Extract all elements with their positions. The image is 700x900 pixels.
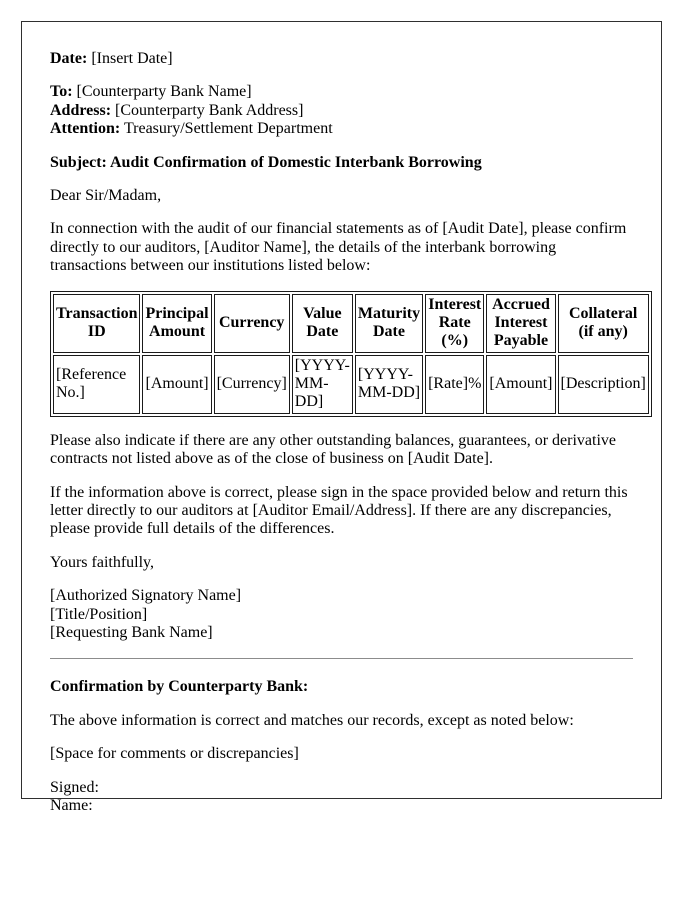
- table-row: [53, 355, 649, 414]
- cell-principal-amount: [Amount]: [142, 355, 211, 414]
- col-header-value-date: Value Date: [292, 294, 353, 353]
- signed-block: [50, 779, 633, 816]
- signature-block: [50, 587, 633, 642]
- instructions-paragraph: If the information above is correct, please sign in the space provided below and return this letter directly to our auditors at [Auditor Email/Address]. If there are any discrepancies, please provide full details of the differences.: [50, 483, 628, 538]
- separator: [50, 658, 633, 659]
- to-label: To:: [50, 83, 73, 101]
- cell-transaction-id: [Reference No.]: [53, 355, 140, 414]
- col-header-interest-rate: Interest Rate (%): [425, 294, 484, 353]
- col-header-principal-amount: Principal Amount: [142, 294, 211, 353]
- cell-collateral: [Description]: [558, 355, 649, 414]
- cell-interest-rate: [Rate]%: [425, 355, 484, 414]
- col-header-collateral: Collateral (if any): [558, 294, 649, 353]
- confirmation-statement: The above information is correct and matches our records, except as noted below:: [50, 711, 574, 729]
- confirmation-heading-text: Confirmation by Counterparty Bank:: [50, 678, 309, 696]
- letter-document: [21, 21, 662, 814]
- signed-label: Signed:: [50, 778, 99, 796]
- date-value: [Insert Date]: [91, 50, 173, 67]
- cell-accrued-interest: [Amount]: [486, 355, 555, 414]
- col-header-maturity-date: Maturity Date: [355, 294, 423, 353]
- date-line: [50, 50, 633, 68]
- comments-placeholder: [Space for comments or discrepancies]: [50, 745, 299, 763]
- address-label: Address:: [50, 101, 112, 119]
- address-value: [Counterparty Bank Address]: [115, 101, 304, 119]
- recipient-block: [50, 83, 633, 138]
- col-header-transaction-id: Transaction ID: [53, 294, 140, 353]
- confirmation-heading: [50, 678, 633, 696]
- cell-currency: [Currency]: [214, 355, 290, 414]
- col-header-currency: Currency: [214, 294, 290, 353]
- date-label: Date:: [50, 50, 88, 67]
- signatory-bank: [Requesting Bank Name]: [50, 623, 213, 641]
- salutation: Dear Sir/Madam,: [50, 186, 162, 204]
- attention-label: Attention:: [50, 120, 121, 138]
- col-header-accrued-interest: Accrued Interest Payable: [486, 294, 555, 353]
- closing-line: Yours faithfully,: [50, 553, 155, 571]
- subject-line: [50, 154, 633, 172]
- signatory-title: [Title/Position]: [50, 605, 148, 623]
- subject-text: Subject: Audit Confirmation of Domestic Interbank Borrowing: [50, 153, 482, 171]
- signatory-name: [Authorized Signatory Name]: [50, 587, 242, 605]
- cell-maturity-date: [YYYY-MM-DD]: [355, 355, 423, 414]
- cell-value-date: [YYYY-MM-DD]: [292, 355, 353, 414]
- balances-paragraph: Please also indicate if there are any other outstanding balances, guarantees, or derivative contracts not listed above as of the close of business on [Audit Date].: [50, 431, 616, 468]
- to-value: [Counterparty Bank Name]: [76, 83, 252, 101]
- table-header-row: [53, 294, 649, 353]
- name-label: Name:: [50, 796, 93, 814]
- transactions-table: [50, 291, 652, 417]
- attention-value: Treasury/Settlement Department: [123, 120, 333, 138]
- intro-paragraph: In connection with the audit of our financial statements as of [Audit Date], please confirm directly to our auditors, [Auditor Name], the details of the interbank borrowing transactions between our institutions listed below:: [50, 220, 627, 275]
